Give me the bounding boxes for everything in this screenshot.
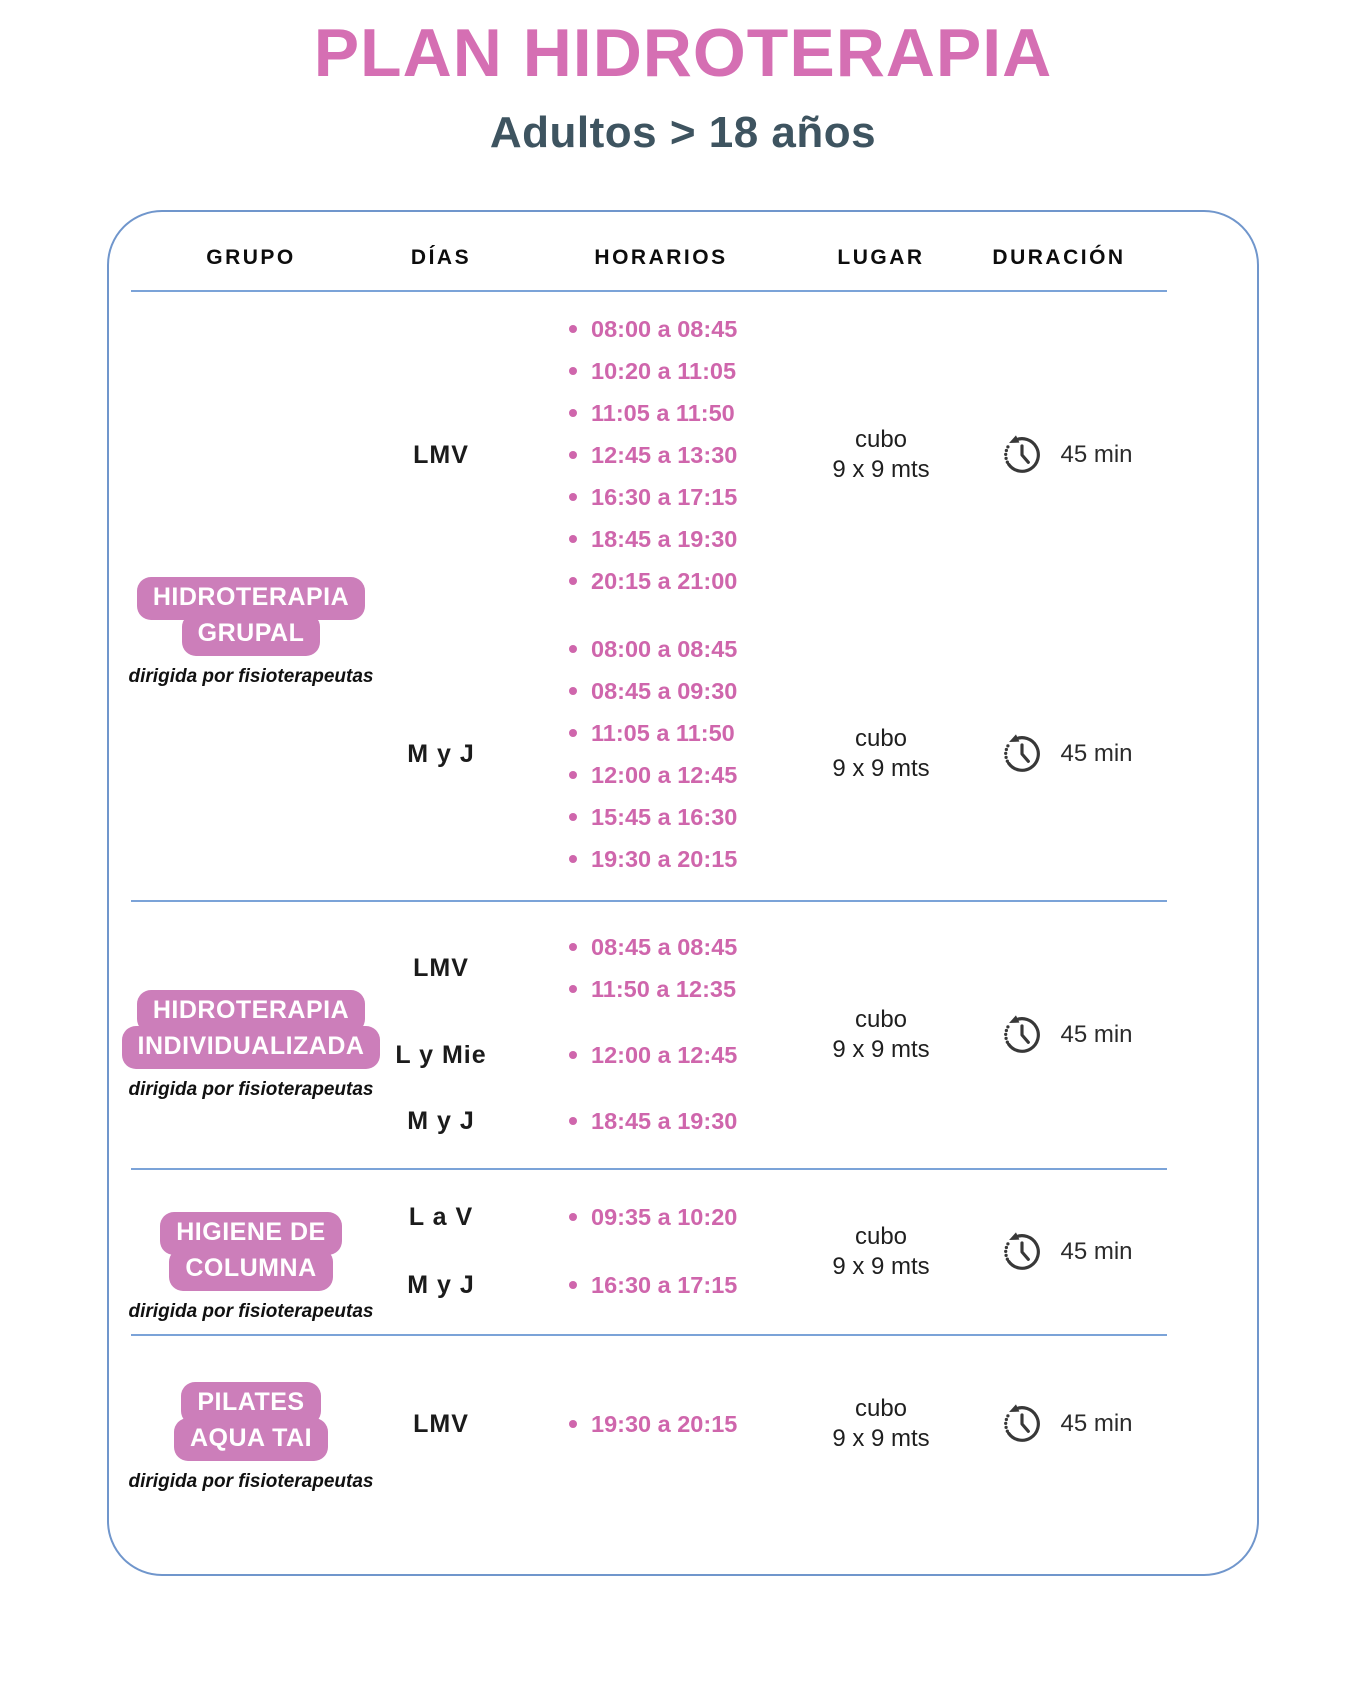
- group-rows: [371, 292, 1167, 900]
- time-slot: 15:45 a 16:30: [569, 796, 811, 838]
- days-cell: M y J: [407, 739, 475, 768]
- schedule-row: [371, 1100, 811, 1142]
- bullet-dot-icon: [569, 409, 577, 417]
- place-cell: cubo 9 x 9 mts: [832, 1395, 930, 1452]
- bullet-dot-icon: [569, 985, 577, 993]
- duration-cell: [951, 731, 1167, 777]
- bullet-dot-icon: [569, 451, 577, 459]
- times-list: [511, 1264, 811, 1306]
- group-tagline: dirigida por fisioterapeutas: [128, 1471, 374, 1492]
- timer-clock-icon: [999, 432, 1045, 478]
- duration-value: 45 min: [1060, 1238, 1133, 1265]
- bullet-dot-icon: [569, 645, 577, 653]
- section-pilates-aqua-tai: [109, 1336, 1257, 1574]
- column-header-dias: DÍAS: [410, 246, 472, 269]
- column-header-lugar: LUGAR: [837, 246, 925, 269]
- times-list: [511, 1196, 811, 1238]
- duration-value: 45 min: [1060, 1410, 1133, 1437]
- group-tagline: dirigida por fisioterapeutas: [128, 665, 374, 687]
- column-header-grupo: GRUPO: [206, 246, 296, 269]
- time-slot: 11:05 a 11:50: [569, 392, 811, 434]
- group-badge: [160, 1212, 341, 1291]
- times-list: [511, 1100, 811, 1142]
- group-tagline: dirigida por fisioterapeutas: [128, 1078, 374, 1100]
- schedule-row: [371, 308, 1167, 602]
- page-title: PLAN HIDROTERAPIA: [313, 15, 1053, 91]
- time-slot: 11:05 a 11:50: [569, 712, 811, 754]
- section-hidroterapia-grupal: [109, 292, 1257, 900]
- place-cell: cubo 9 x 9 mts: [832, 1006, 930, 1063]
- schedule-row: [371, 1034, 811, 1076]
- group-cell: [128, 1336, 374, 1574]
- days-cell: M y J: [407, 1270, 475, 1299]
- time-slot: 19:30 a 20:15: [569, 1403, 811, 1445]
- section-hidroterapia-individualizada: [109, 902, 1257, 1168]
- duration-cell: [951, 432, 1167, 478]
- time-slot: 11:50 a 12:35: [569, 968, 811, 1010]
- time-slot: 12:00 a 12:45: [569, 754, 811, 796]
- time-slot: 18:45 a 19:30: [569, 1100, 811, 1142]
- time-slot: 08:00 a 08:45: [569, 308, 811, 350]
- group-badge-line: HIGIENE DE: [160, 1212, 341, 1255]
- group-rows: [371, 902, 811, 1168]
- group-badge-line: INDIVIDUALIZADA: [122, 1026, 381, 1069]
- times-list: [511, 926, 811, 1010]
- place-cell: cubo 9 x 9 mts: [832, 725, 930, 782]
- place-cell: cubo 9 x 9 mts: [832, 1223, 930, 1280]
- time-slot: 16:30 a 17:15: [569, 476, 811, 518]
- bullet-dot-icon: [569, 729, 577, 737]
- group-cell: [128, 292, 374, 900]
- time-slot: 08:45 a 08:45: [569, 926, 811, 968]
- place-cell: cubo 9 x 9 mts: [832, 426, 930, 483]
- time-slot: 19:30 a 20:15: [569, 838, 811, 880]
- duration-value: 45 min: [1060, 441, 1133, 468]
- group-rows: [371, 1336, 1167, 1574]
- days-cell: M y J: [407, 1106, 475, 1135]
- times-list: [511, 1034, 811, 1076]
- group-badge: [122, 990, 381, 1069]
- timer-clock-icon: [999, 731, 1045, 777]
- group-tagline: dirigida por fisioterapeutas: [128, 1300, 374, 1322]
- group-badge-line: GRUPAL: [182, 613, 321, 656]
- duration-cell: [951, 1170, 1167, 1334]
- bullet-dot-icon: [569, 1117, 577, 1125]
- group-cell: [128, 1170, 374, 1334]
- duration-value: 45 min: [1060, 740, 1133, 767]
- schedule-row: [371, 1196, 811, 1238]
- bullet-dot-icon: [569, 577, 577, 585]
- group-badge-line: COLUMNA: [169, 1248, 332, 1291]
- time-slot: 09:35 a 10:20: [569, 1196, 811, 1238]
- schedule-card: [107, 210, 1259, 1576]
- group-rows: [371, 1170, 811, 1334]
- section-higiene-de-columna: [109, 1170, 1257, 1334]
- bullet-dot-icon: [569, 687, 577, 695]
- bullet-dot-icon: [569, 325, 577, 333]
- days-cell: L y Mie: [395, 1040, 487, 1069]
- bullet-dot-icon: [569, 813, 577, 821]
- duration-cell: [951, 902, 1167, 1168]
- group-badge: [174, 1382, 328, 1461]
- timer-clock-icon: [999, 1229, 1045, 1275]
- bullet-dot-icon: [569, 943, 577, 951]
- bullet-dot-icon: [569, 493, 577, 501]
- time-slot: 12:00 a 12:45: [569, 1034, 811, 1076]
- duration-cell: [951, 1401, 1167, 1447]
- bullet-dot-icon: [569, 1051, 577, 1059]
- time-slot: 12:45 a 13:30: [569, 434, 811, 476]
- timer-clock-icon: [999, 1012, 1045, 1058]
- time-slot: 08:00 a 08:45: [569, 628, 811, 670]
- time-slot: 18:45 a 19:30: [569, 518, 811, 560]
- times-list: [511, 628, 811, 880]
- column-header-duracion: DURACIÓN: [992, 246, 1126, 269]
- bullet-dot-icon: [569, 367, 577, 375]
- bullet-dot-icon: [569, 855, 577, 863]
- days-cell: L a V: [408, 1202, 474, 1231]
- table-header-row: [109, 212, 1257, 290]
- bullet-dot-icon: [569, 1213, 577, 1221]
- group-badge-line: AQUA TAI: [174, 1418, 328, 1461]
- bullet-dot-icon: [569, 535, 577, 543]
- schedule-row: [371, 628, 1167, 880]
- group-badge-line: HIDROTERAPIA: [137, 577, 365, 620]
- days-cell: LMV: [413, 953, 469, 982]
- time-slot: 16:30 a 17:15: [569, 1264, 811, 1306]
- column-header-horarios: HORARIOS: [594, 246, 728, 269]
- group-badge-line: HIDROTERAPIA: [137, 990, 365, 1033]
- group-badge: [137, 577, 365, 656]
- schedule-row: [371, 1394, 1167, 1454]
- bullet-dot-icon: [569, 1420, 577, 1428]
- time-slot: 08:45 a 09:30: [569, 670, 811, 712]
- time-slot: 10:20 a 11:05: [569, 350, 811, 392]
- timer-clock-icon: [999, 1401, 1045, 1447]
- schedule-row: [371, 1264, 811, 1306]
- times-list: [511, 308, 811, 602]
- group-cell: [128, 902, 374, 1168]
- schedule-row: [371, 926, 811, 1010]
- page-subtitle: Adultos > 18 años: [489, 108, 877, 157]
- bullet-dot-icon: [569, 1281, 577, 1289]
- days-cell: LMV: [413, 440, 469, 469]
- group-badge-line: PILATES: [181, 1382, 320, 1425]
- duration-value: 45 min: [1060, 1021, 1133, 1048]
- days-cell: LMV: [413, 1409, 469, 1438]
- times-list: [511, 1403, 811, 1445]
- time-slot: 20:15 a 21:00: [569, 560, 811, 602]
- bullet-dot-icon: [569, 771, 577, 779]
